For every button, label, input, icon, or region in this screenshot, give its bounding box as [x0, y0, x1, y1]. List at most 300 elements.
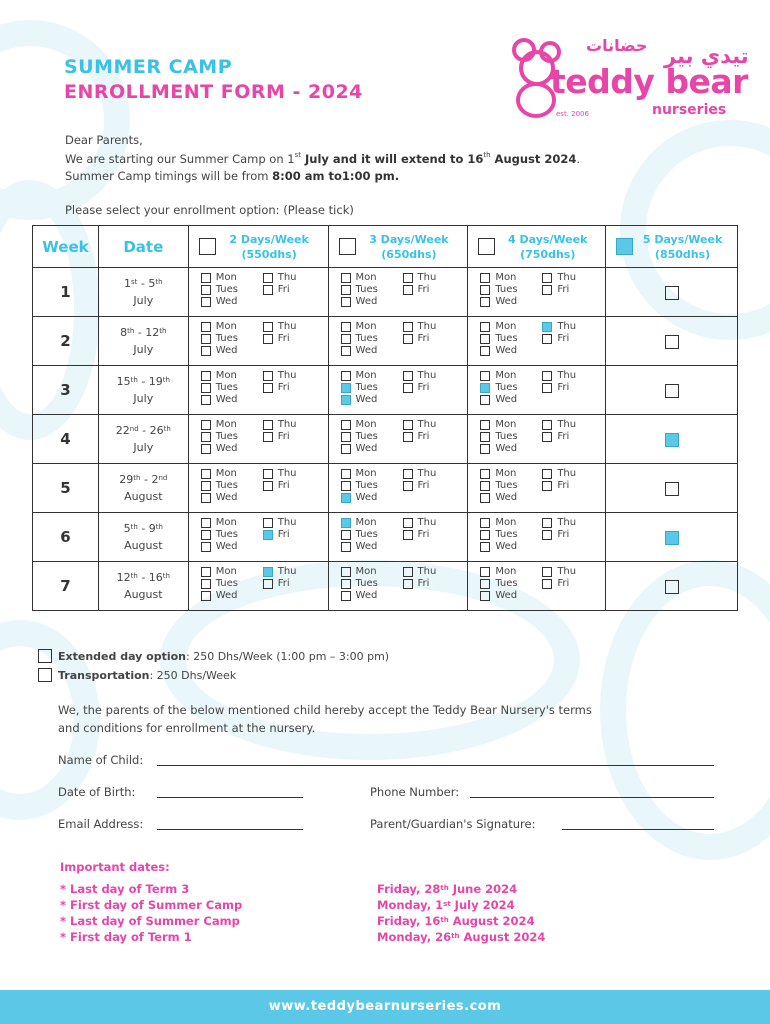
- day-option-tues[interactable]: [480, 333, 517, 344]
- day-label: Wed: [355, 345, 378, 356]
- day-checkbox[interactable]: [263, 420, 273, 430]
- dob-label: Date of Birth:: [58, 785, 136, 799]
- day-label: Mon: [215, 517, 237, 528]
- day-checkbox[interactable]: [201, 444, 211, 454]
- day-checkbox[interactable]: [341, 579, 351, 589]
- day-label: Mon: [495, 468, 517, 479]
- enrollment-table: [32, 225, 738, 611]
- day-checkbox[interactable]: [263, 481, 273, 491]
- day-checkbox[interactable]: [341, 493, 351, 503]
- day-checkbox[interactable]: [403, 285, 413, 295]
- day-checkbox[interactable]: [542, 481, 552, 491]
- day-checkbox[interactable]: [542, 530, 552, 540]
- date-text: Monday, 1: [377, 898, 444, 912]
- day-option-tues[interactable]: [480, 578, 517, 589]
- day-option-wed[interactable]: [480, 541, 517, 552]
- day-option-thu[interactable]: [403, 566, 437, 577]
- extended-day-checkbox[interactable]: [38, 649, 52, 663]
- day-checkbox[interactable]: [542, 322, 552, 332]
- date-text: June 2024: [448, 882, 518, 896]
- day-option-wed[interactable]: [341, 296, 378, 307]
- day-checkbox[interactable]: [403, 273, 413, 283]
- day-checkbox[interactable]: [480, 383, 490, 393]
- transportation-option[interactable]: [38, 668, 236, 682]
- day-checkbox[interactable]: [403, 579, 413, 589]
- day-checkbox[interactable]: [542, 567, 552, 577]
- day-checkbox[interactable]: [542, 273, 552, 283]
- day-checkbox[interactable]: [480, 432, 490, 442]
- day-checkbox[interactable]: [480, 334, 490, 344]
- day-checkbox[interactable]: [201, 273, 211, 283]
- date-month: July: [133, 392, 154, 405]
- day-checkbox[interactable]: [201, 591, 211, 601]
- day-option-fri[interactable]: [403, 578, 430, 589]
- day-checkbox[interactable]: [403, 518, 413, 528]
- day-checkbox[interactable]: [480, 444, 490, 454]
- day-checkbox[interactable]: [480, 481, 490, 491]
- date-range: [99, 569, 188, 586]
- day-checkbox[interactable]: [341, 395, 351, 405]
- date-range: [99, 422, 188, 439]
- title-enrollment-form: ENROLLMENT FORM - 2024: [64, 81, 363, 103]
- day-option-thu[interactable]: [542, 321, 576, 332]
- day-option-wed[interactable]: [480, 443, 517, 454]
- day-checkbox[interactable]: [480, 297, 490, 307]
- day-option-wed[interactable]: [480, 590, 517, 601]
- day-label: Tues: [495, 333, 518, 344]
- day-label: Thu: [417, 370, 437, 381]
- day-option-fri[interactable]: [263, 284, 290, 295]
- day-selection-cell: [188, 464, 328, 513]
- day-option-thu[interactable]: [263, 419, 297, 430]
- day-option-mon[interactable]: [201, 517, 237, 528]
- day-option-tues[interactable]: [480, 480, 517, 491]
- sup: th: [130, 523, 138, 531]
- day-option-wed[interactable]: [341, 345, 378, 356]
- date-month: July: [133, 343, 154, 356]
- day-option-fri[interactable]: [403, 382, 430, 393]
- day-option-tues[interactable]: [201, 284, 238, 295]
- day-checkbox[interactable]: [201, 420, 211, 430]
- day-option-mon[interactable]: [341, 517, 377, 528]
- day-checkbox[interactable]: [480, 542, 490, 552]
- day-label: Tues: [355, 333, 378, 344]
- day-checkbox[interactable]: [480, 273, 490, 283]
- five-day-cell: [606, 317, 738, 366]
- day-option-mon[interactable]: [341, 566, 377, 577]
- day-option-mon[interactable]: [480, 321, 516, 332]
- day-option-tues[interactable]: [341, 578, 378, 589]
- email-field[interactable]: [157, 829, 303, 830]
- five-day-checkbox[interactable]: [665, 482, 679, 496]
- day-checkbox[interactable]: [480, 591, 490, 601]
- child-name-field[interactable]: [157, 765, 714, 766]
- day-label: Mon: [495, 321, 517, 332]
- day-option-tues[interactable]: [341, 480, 378, 491]
- day-checkbox[interactable]: [403, 420, 413, 430]
- day-label: Thu: [417, 468, 437, 479]
- day-checkbox[interactable]: [542, 469, 552, 479]
- day-option-tues[interactable]: [201, 480, 238, 491]
- day-checkbox[interactable]: [480, 420, 490, 430]
- day-option-wed[interactable]: [341, 443, 378, 454]
- day-checkbox[interactable]: [341, 297, 351, 307]
- day-option-wed[interactable]: [480, 492, 517, 503]
- day-option-thu[interactable]: [403, 370, 437, 381]
- day-checkbox[interactable]: [341, 542, 351, 552]
- day-option-mon[interactable]: [201, 468, 237, 479]
- day-option-mon[interactable]: [201, 321, 237, 332]
- day-option-wed[interactable]: [341, 394, 378, 405]
- day-checkbox[interactable]: [480, 469, 490, 479]
- day-option-tues[interactable]: [480, 529, 517, 540]
- day-checkbox[interactable]: [201, 481, 211, 491]
- day-checkbox[interactable]: [263, 432, 273, 442]
- important-date: [377, 897, 545, 913]
- day-option-wed[interactable]: [201, 345, 238, 356]
- day-checkbox[interactable]: [341, 371, 351, 381]
- day-option-mon[interactable]: [480, 272, 516, 283]
- day-option-thu[interactable]: [542, 272, 576, 283]
- day-option-fri[interactable]: [263, 578, 290, 589]
- day-option-mon[interactable]: [201, 566, 237, 577]
- sup: th: [155, 278, 163, 286]
- day-option-mon[interactable]: [201, 419, 237, 430]
- date-text: August 2024: [448, 914, 535, 928]
- day-option-tues[interactable]: [341, 431, 378, 442]
- day-checkbox[interactable]: [341, 383, 351, 393]
- day-checkbox[interactable]: [403, 530, 413, 540]
- day-label: Thu: [277, 468, 297, 479]
- day-checkbox[interactable]: [201, 285, 211, 295]
- day-checkbox[interactable]: [341, 420, 351, 430]
- day-checkbox[interactable]: [341, 273, 351, 283]
- day-option-wed[interactable]: [201, 590, 238, 601]
- day-option-tues[interactable]: [201, 529, 238, 540]
- day-option-thu[interactable]: [263, 272, 297, 283]
- extended-day-value: : 250 Dhs/Week (1:00 pm – 3:00 pm): [186, 649, 390, 663]
- day-option-wed[interactable]: [341, 590, 378, 601]
- day-option-fri[interactable]: [403, 431, 430, 442]
- day-option-fri[interactable]: [542, 480, 569, 491]
- day-option-fri[interactable]: [542, 529, 569, 540]
- day-checkbox[interactable]: [480, 518, 490, 528]
- day-option-thu[interactable]: [263, 566, 297, 577]
- five-day-checkbox[interactable]: [665, 531, 679, 545]
- day-selection-cell: [328, 562, 468, 611]
- day-checkbox[interactable]: [403, 322, 413, 332]
- day-checkbox[interactable]: [480, 371, 490, 381]
- day-checkbox[interactable]: [341, 444, 351, 454]
- day-checkbox[interactable]: [542, 432, 552, 442]
- day-checkbox[interactable]: [201, 542, 211, 552]
- day-checkbox[interactable]: [201, 579, 211, 589]
- day-label: Wed: [215, 590, 238, 601]
- week-number: 7: [33, 562, 99, 611]
- day-option-fri[interactable]: [542, 382, 569, 393]
- day-option-fri[interactable]: [403, 529, 430, 540]
- day-option-tues[interactable]: [201, 333, 238, 344]
- day-option-fri[interactable]: [263, 382, 290, 393]
- option-checkbox[interactable]: [199, 238, 216, 255]
- day-option-thu[interactable]: [542, 566, 576, 577]
- day-option-thu[interactable]: [542, 468, 576, 479]
- day-label: Mon: [355, 419, 377, 430]
- day-checkbox[interactable]: [341, 530, 351, 540]
- day-checkbox[interactable]: [201, 530, 211, 540]
- day-checkbox[interactable]: [403, 469, 413, 479]
- day-option-mon[interactable]: [341, 272, 377, 283]
- day-checkbox[interactable]: [542, 285, 552, 295]
- day-option-thu[interactable]: [403, 468, 437, 479]
- day-option-fri[interactable]: [542, 578, 569, 589]
- day-checkbox[interactable]: [542, 383, 552, 393]
- day-checkbox[interactable]: [201, 383, 211, 393]
- date-range: [99, 324, 188, 341]
- day-option-mon[interactable]: [480, 566, 516, 577]
- day-checkbox[interactable]: [263, 469, 273, 479]
- day-option-tues[interactable]: [201, 431, 238, 442]
- day-option-wed[interactable]: [480, 296, 517, 307]
- day-option-wed[interactable]: [480, 345, 517, 356]
- day-checkbox[interactable]: [542, 334, 552, 344]
- day-checkbox[interactable]: [403, 334, 413, 344]
- day-checkbox[interactable]: [341, 567, 351, 577]
- day-option-wed[interactable]: [201, 443, 238, 454]
- day-option-mon[interactable]: [201, 272, 237, 283]
- intro-text: .: [576, 152, 581, 166]
- day-option-mon[interactable]: [341, 419, 377, 430]
- day-checkbox[interactable]: [480, 322, 490, 332]
- day-checkbox[interactable]: [341, 322, 351, 332]
- day-label: Fri: [417, 382, 430, 393]
- week-dates: [98, 562, 188, 611]
- teddy-bear-logo: [508, 36, 768, 122]
- day-checkbox[interactable]: [480, 395, 490, 405]
- day-checkbox[interactable]: [201, 567, 211, 577]
- day-option-fri[interactable]: [263, 480, 290, 491]
- transportation-label: Transportation: [58, 668, 150, 682]
- day-option-fri[interactable]: [263, 529, 290, 540]
- day-option-tues[interactable]: [480, 431, 517, 442]
- day-label: Mon: [495, 517, 517, 528]
- day-option-wed[interactable]: [201, 394, 238, 405]
- option-checkbox[interactable]: [339, 238, 356, 255]
- day-selection-cell: [328, 366, 468, 415]
- day-option-fri[interactable]: [403, 333, 430, 344]
- day-option-thu[interactable]: [403, 517, 437, 528]
- day-option-fri[interactable]: [263, 431, 290, 442]
- day-option-wed[interactable]: [201, 541, 238, 552]
- day-label: Wed: [215, 443, 238, 454]
- day-option-wed[interactable]: [341, 492, 378, 503]
- day-checkbox[interactable]: [341, 334, 351, 344]
- day-checkbox[interactable]: [263, 334, 273, 344]
- sup: th: [440, 884, 449, 892]
- day-option-thu[interactable]: [263, 468, 297, 479]
- day-option-thu[interactable]: [403, 272, 437, 283]
- day-checkbox[interactable]: [480, 285, 490, 295]
- day-option-tues[interactable]: [201, 382, 238, 393]
- day-option-tues[interactable]: [480, 382, 517, 393]
- day-label: Fri: [277, 480, 290, 491]
- week-number: 1: [33, 268, 99, 317]
- day-checkbox[interactable]: [542, 518, 552, 528]
- day-option-wed[interactable]: [341, 541, 378, 552]
- day-checkbox[interactable]: [201, 334, 211, 344]
- day-checkbox[interactable]: [201, 297, 211, 307]
- day-checkbox[interactable]: [201, 371, 211, 381]
- day-option-fri[interactable]: [542, 431, 569, 442]
- day-checkbox[interactable]: [201, 493, 211, 503]
- day-option-thu[interactable]: [403, 321, 437, 332]
- week-dates: [98, 513, 188, 562]
- day-checkbox[interactable]: [201, 469, 211, 479]
- day-selection-cell: [188, 415, 328, 464]
- day-option-tues[interactable]: [341, 529, 378, 540]
- sup: th: [159, 327, 167, 335]
- day-checkbox[interactable]: [341, 481, 351, 491]
- day-label: Fri: [277, 578, 290, 589]
- day-checkbox[interactable]: [480, 346, 490, 356]
- day-checkbox[interactable]: [341, 432, 351, 442]
- signature-label: Parent/Guardian's Signature:: [370, 817, 536, 831]
- logo-arabic-main: تيدي بير: [664, 44, 749, 68]
- day-checkbox[interactable]: [480, 530, 490, 540]
- day-checkbox[interactable]: [263, 567, 273, 577]
- day-checkbox[interactable]: [201, 432, 211, 442]
- date-text: - 26: [138, 424, 164, 437]
- option-checkbox[interactable]: [478, 238, 495, 255]
- day-checkbox[interactable]: [341, 469, 351, 479]
- day-checkbox[interactable]: [341, 591, 351, 601]
- dob-field[interactable]: [157, 797, 303, 798]
- day-checkbox[interactable]: [480, 493, 490, 503]
- sup: th: [162, 376, 170, 384]
- day-checkbox[interactable]: [201, 395, 211, 405]
- sup: th: [483, 151, 491, 159]
- day-option-mon[interactable]: [480, 419, 516, 430]
- day-option-mon[interactable]: [341, 468, 377, 479]
- day-checkbox[interactable]: [341, 285, 351, 295]
- sup: th: [130, 572, 138, 580]
- five-day-checkbox[interactable]: [665, 580, 679, 594]
- day-label: Wed: [215, 541, 238, 552]
- signature-field[interactable]: [562, 829, 714, 830]
- day-option-wed[interactable]: [201, 492, 238, 503]
- five-day-cell: [606, 415, 738, 464]
- day-label: Fri: [557, 480, 570, 491]
- day-option-thu[interactable]: [263, 321, 297, 332]
- day-option-thu[interactable]: [263, 370, 297, 381]
- day-checkbox[interactable]: [403, 481, 413, 491]
- sup: th: [451, 932, 460, 940]
- day-checkbox[interactable]: [263, 273, 273, 283]
- day-checkbox[interactable]: [201, 322, 211, 332]
- day-label: Thu: [557, 370, 577, 381]
- day-checkbox[interactable]: [341, 346, 351, 356]
- day-checkbox[interactable]: [201, 518, 211, 528]
- option-label: 4 Days/Week: [508, 232, 588, 246]
- day-option-mon[interactable]: [341, 370, 377, 381]
- intro-text: Summer Camp timings will be from: [65, 169, 273, 183]
- day-checkbox[interactable]: [403, 567, 413, 577]
- day-option-tues[interactable]: [480, 284, 517, 295]
- col-date-header: Date: [98, 226, 188, 268]
- phone-field[interactable]: [470, 797, 714, 798]
- day-checkbox[interactable]: [263, 579, 273, 589]
- day-checkbox[interactable]: [263, 322, 273, 332]
- day-checkbox[interactable]: [341, 518, 351, 528]
- day-checkbox[interactable]: [263, 371, 273, 381]
- week-dates: [98, 366, 188, 415]
- day-option-fri[interactable]: [542, 333, 569, 344]
- extended-day-option[interactable]: [38, 649, 389, 663]
- day-checkbox[interactable]: [263, 285, 273, 295]
- transportation-checkbox[interactable]: [38, 668, 52, 682]
- day-checkbox[interactable]: [542, 579, 552, 589]
- important-date: [377, 913, 545, 929]
- day-option-thu[interactable]: [542, 370, 576, 381]
- day-option-tues[interactable]: [341, 333, 378, 344]
- day-label: Thu: [277, 272, 297, 283]
- day-checkbox[interactable]: [403, 371, 413, 381]
- day-checkbox[interactable]: [403, 383, 413, 393]
- five-day-checkbox[interactable]: [665, 335, 679, 349]
- day-option-tues[interactable]: [201, 578, 238, 589]
- option-checkbox[interactable]: [616, 238, 633, 255]
- day-option-thu[interactable]: [403, 419, 437, 430]
- five-day-checkbox[interactable]: [665, 433, 679, 447]
- day-option-fri[interactable]: [542, 284, 569, 295]
- day-label: Tues: [355, 529, 378, 540]
- day-checkbox[interactable]: [542, 420, 552, 430]
- footer-website[interactable]: www.teddybearnurseries.com: [0, 990, 770, 1024]
- day-checkbox[interactable]: [480, 579, 490, 589]
- date-range: [99, 520, 188, 537]
- day-option-mon[interactable]: [480, 370, 516, 381]
- day-option-mon[interactable]: [201, 370, 237, 381]
- day-option-wed[interactable]: [480, 394, 517, 405]
- day-option-wed[interactable]: [201, 296, 238, 307]
- day-option-thu[interactable]: [542, 419, 576, 430]
- option-label: 3 Days/Week: [369, 232, 449, 246]
- day-option-fri[interactable]: [403, 480, 430, 491]
- day-checkbox[interactable]: [263, 518, 273, 528]
- day-label: Wed: [495, 492, 518, 503]
- week-number: 5: [33, 464, 99, 513]
- day-option-thu[interactable]: [263, 517, 297, 528]
- day-option-fri[interactable]: [263, 333, 290, 344]
- five-day-checkbox[interactable]: [665, 384, 679, 398]
- day-option-tues[interactable]: [341, 284, 378, 295]
- day-option-tues[interactable]: [341, 382, 378, 393]
- day-checkbox[interactable]: [403, 432, 413, 442]
- day-selection-cell: [188, 268, 328, 317]
- day-checkbox[interactable]: [201, 346, 211, 356]
- day-option-mon[interactable]: [341, 321, 377, 332]
- day-checkbox[interactable]: [263, 383, 273, 393]
- day-option-thu[interactable]: [542, 517, 576, 528]
- day-option-mon[interactable]: [480, 517, 516, 528]
- day-checkbox[interactable]: [480, 567, 490, 577]
- day-label: Mon: [215, 468, 237, 479]
- day-checkbox[interactable]: [542, 371, 552, 381]
- day-option-fri[interactable]: [403, 284, 430, 295]
- day-checkbox[interactable]: [263, 530, 273, 540]
- day-option-mon[interactable]: [480, 468, 516, 479]
- five-day-checkbox[interactable]: [665, 286, 679, 300]
